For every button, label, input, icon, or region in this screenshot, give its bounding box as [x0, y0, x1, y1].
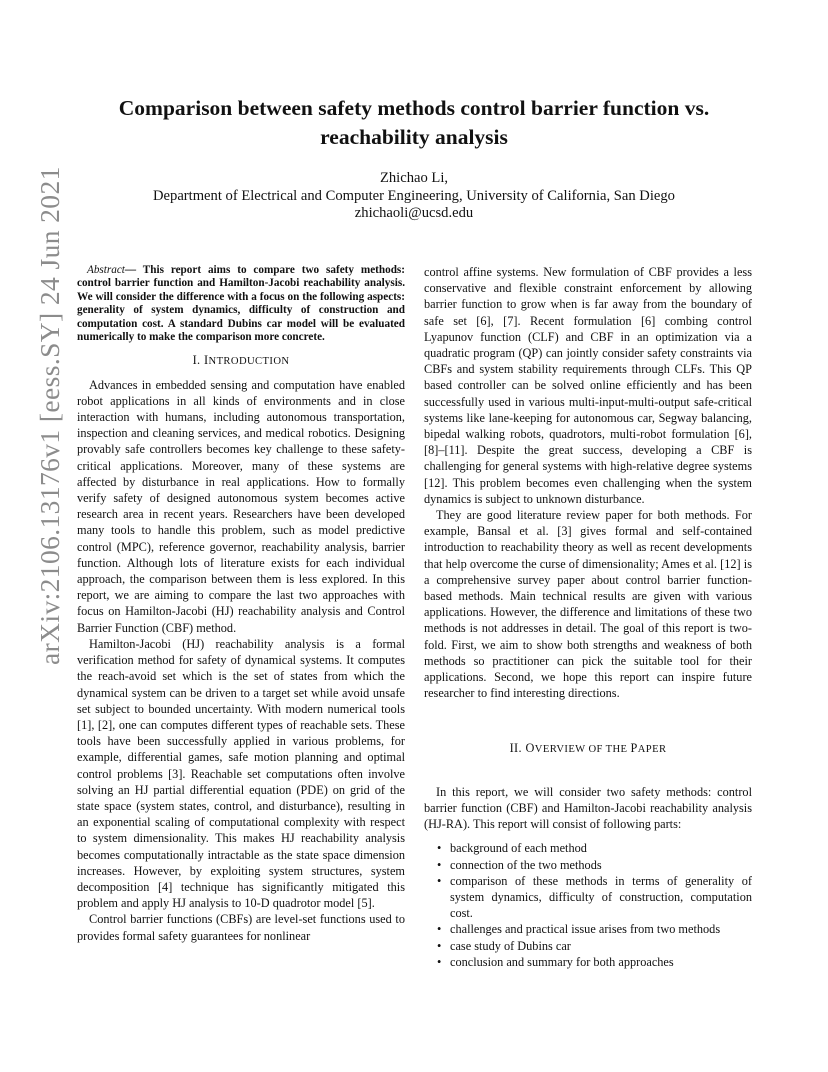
section-heading-introduction: I. INTRODUCTION — [192, 353, 290, 368]
arxiv-side-stamp: arXiv:2106.13176v1 [eess.SY] 24 Jun 2021 — [34, 166, 65, 665]
abstract-label: Abstract — [87, 264, 125, 276]
body-paragraph: control affine systems. New formulation of CBF provides a less conservative and flexible constraint enforcement by allowing barrier function to grow when is far away from the boundary of safe set [6], [7]. Recent formulation [6] combing control Lyapunov function (CLF) and CBF in an optimization via a quadratic program (QP) can jointly consider safety constraints via CBFs and system stability requirements through CLFs. This QP based controller can be solved online efficiently and has been successfully used in various multi-input-multi-output safe-critical systems like lane-keeping for autonomous car, Segway balancing, bipedal walking robots, quadrotors, multi-robot formulation [6], [8]–[11]. Despite the great success, developing a CBF is challenging for general systems with high-relative degree systems [12]. This problem becomes even challenging when the system dynamics is subject to unknown disturbance. — [424, 265, 752, 506]
bullet-icon: • — [437, 841, 442, 856]
list-item: • connection of the two methods — [437, 857, 602, 872]
bullet-icon: • — [437, 954, 442, 969]
intro-paragraph: Control barrier functions (CBFs) are level-set functions used to provides formal safety guarantees for nonlinear — [77, 912, 405, 943]
left-column — [77, 264, 405, 944]
bullet-icon: • — [437, 873, 442, 888]
parts-list — [424, 840, 752, 970]
body-paragraph: They are good literature review paper for both methods. For example, Bansal et al. [3] gives formal and self-contained introduction to reachability theory as well as recent developments that help overcome the curse of dimensionality; Ames et al. [12] is a comprehensive survey paper about control barrier function-based methods. Main technical results are given with various applications. However, the difference and limitations of these two methods is not addresses in detail. The goal of this report is two-fold. First, we aim to show both strengths and weakness of both methods so practitioner can pick the suitable tool for their applications. Second, we hope this report can inspire future researcher to find interesting directions. — [424, 508, 752, 701]
paper-title: Comparison between safety methods control barrier function vs. reachability analysis — [118, 96, 710, 149]
author-block — [60, 170, 768, 223]
list-item: • challenges and practical issue arises from two methods — [437, 922, 721, 937]
intro-paragraph: Hamilton-Jacobi (HJ) reachability analysis is a formal verification method for safety of dynamical systems. It computes the reach-avoid set which is the set of states from which the dynamical system can be driven to a target set while avoid unsafe set subject to bounded uncertainty. With modern numerical tools [1], [2], one can computes different types of reachable sets. These tools have been successfully applied in various problems, for example, differential games, safe motion planning and optimal control problems [3]. Reachable set computations often involve solving an HJ partial differential equation (PDE) on grid of the state space (system states, control, and disturbance), resulting in an exponential scaling of computational complexity with respect to system dimensionality. This makes HJ reachability analysis becomes computationally intractable as the state space dimension increases. However, by exploiting system structures, system decomposition [4] technique has significantly mitigated this problem and apply HJ analysis to 10-D quadrotor model [5]. — [77, 636, 405, 911]
list-item: • background of each method — [437, 841, 587, 856]
intro-paragraph: Advances in embedded sensing and computation have enabled robot applications in all kinds of environments and in close interaction with humans, including autonomous transportation, inspection and cleaning services, and medical robotics. Designing provably safe controllers becomes key challenge to these safety-critical applications. Moreover, many of these systems are affected by disturbance in real applications. How to formally verify safety of designed autonomous system becomes active research area in recent years. Researchers have been developed many tools to handle this problem, such as model predictive control (MPC), reference governor, reachability analysis, barrier function. Although lots of literature exists for each individual approach, the comparison between them is less explored. In this report, we are aiming to compare the last two approaches with focus on Hamilton-Jacobi (HJ) reachability analysis and Control Barrier Function (CBF) method. — [77, 377, 405, 635]
bullet-icon: • — [437, 922, 442, 937]
overview-intro: In this report, we will consider two safety methods: control barrier function (CBF) and Hamilton-Jacobi reachability analysis (HJ-RA). This report will consist of following parts: — [424, 784, 752, 832]
bullet-icon: • — [437, 938, 442, 953]
author-affiliation: Department of Electrical and Computer Engineering, University of California, San Diego — [153, 187, 675, 204]
bullet-icon: • — [437, 857, 442, 872]
list-item: • conclusion and summary for both approaches — [437, 954, 674, 969]
list-item: • case study of Dubins car — [437, 938, 571, 953]
abstract-text: — This report aims to compare two safety methods: control barrier function and Hamilton-Jacobi reachability analysis. We will consider the difference with a focus on the following aspects: generality of system dynamics, difficulty of construction and computation cost. A standard Dubins car model will be evaluated numerically to make the comparison more concrete. — [77, 264, 405, 344]
list-item: • comparison of these methods in terms of generality of system dynamics, difficulty of construction, computation cost. — [437, 873, 752, 921]
author-name: Zhichao Li, — [379, 170, 449, 186]
abstract — [77, 264, 405, 344]
author-email[interactable]: zhichaoli@ucsd.edu — [354, 205, 474, 222]
right-column — [424, 264, 752, 970]
section-heading-overview: II. OVERVIEW OF THE PAPER — [509, 741, 667, 756]
